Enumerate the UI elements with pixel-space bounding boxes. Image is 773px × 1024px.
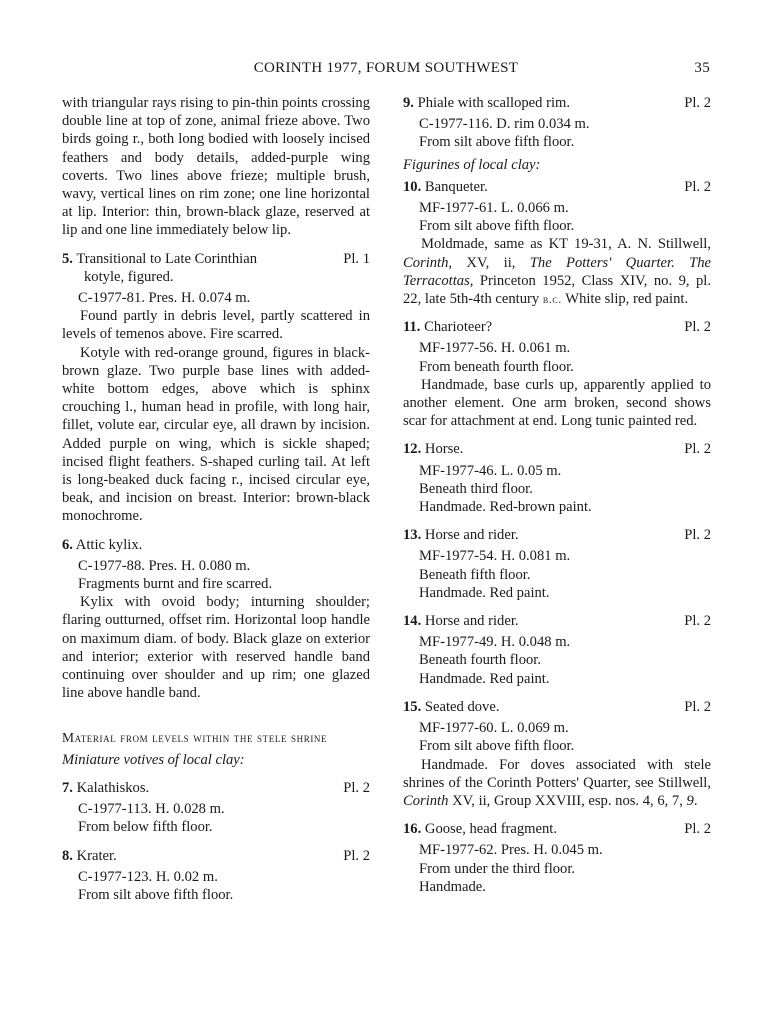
findspot-text: Beneath fourth floor. (419, 652, 541, 669)
entry-number: 7. (62, 779, 73, 796)
catalogue-entry-11 (403, 318, 711, 430)
inventory-line: C-1977-113. H. 0.028 m. (78, 801, 225, 818)
description-text: Kylix with ovoid body; inturning shoulder; flaring outturned, offset rim. Horizontal loop handle on maximum diam. of body. Black glaze on exterior and interior; exterior with reserved handle band continuing over shoulder and up rim; one glazed line above handle band. (62, 594, 370, 702)
entry-title: Krater. (76, 847, 117, 864)
catalogue-entry-16 (403, 820, 711, 896)
findspot-text: Beneath fifth floor. (419, 566, 531, 583)
entry-title: Phiale with scalloped rim. (417, 95, 571, 111)
entry-heading (403, 526, 711, 544)
entry-number: 11. (403, 319, 421, 336)
entry-title: Horse and rider. (424, 613, 519, 630)
entry-number: 9. (403, 95, 414, 111)
plate-reference: Pl. 2 (684, 441, 711, 458)
catalogue-entry-14 (403, 612, 711, 688)
entry-title: Attic kylix. (75, 536, 143, 553)
description-part: Princeton 1952, Class XIV, no. 9, pl. 22, late 5th-4th century (403, 272, 711, 308)
plate-reference: Pl. 2 (343, 779, 370, 796)
entry-title: Banqueter. (424, 178, 488, 195)
entry-title: Goose, head fragment. (424, 821, 558, 838)
entry-heading (403, 820, 711, 838)
plate-reference: Pl. 2 (684, 178, 711, 195)
description-part: . (693, 792, 698, 809)
findspot-text: From silt above fifth floor. (419, 218, 575, 235)
catalogue-entry-7 (62, 779, 370, 837)
era-abbreviation: b.c. (542, 292, 562, 307)
plate-reference: Pl. 2 (684, 698, 711, 715)
plate-reference: Pl. 2 (684, 319, 711, 336)
subsection-heading: Figurines of local clay: (403, 156, 541, 173)
findspot-text: Beneath third floor. (419, 480, 533, 497)
entry-heading (62, 779, 370, 797)
inventory-line: MF-1977-49. H. 0.048 m. (419, 634, 571, 651)
description-part: XV, ii, Group XXVIII, esp. nos. 4, 6, 7, (448, 792, 687, 809)
section-heading: Material from levels within the stele shrine (62, 729, 328, 745)
entry-number: 6. (62, 536, 73, 553)
inventory-line: MF-1977-54. H. 0.081 m. (419, 548, 571, 565)
findspot-text: Found partly in debris level, partly scattered in levels of temenos above. Fire scarred. (62, 308, 370, 343)
entry-title: Charioteer? (424, 319, 493, 336)
entry-number: 10. (403, 178, 422, 195)
right-column (403, 94, 711, 896)
description-text: Kotyle with red-orange ground, figures in black-brown glaze. Two purple base lines with added-white bottom edges, above which is sphinx crouching l., human head in profile, with long hair, fillet, volute ear, circular eye, all drawn by incision. Added purple on wing, which is sickle shaped; incised flight feathers. S-shaped curling tail. At left is long-beaked duck facing r., incised circular eye, beak, and incision on breast. Interior: brown-black monochrome. (62, 344, 370, 525)
citation-series: Corinth (403, 792, 449, 809)
entry-number: 8. (62, 847, 73, 864)
description-text: Handmade, base curls up, apparently applied to another element. One arm broken, second shows scar for attachment at end. Long tunic painted red. (403, 376, 711, 430)
entry-title-continued: kotyle, figured. (84, 268, 174, 285)
citation-series: Corinth, (403, 254, 453, 271)
inventory-line: C-1977-81. Pres. H. 0.074 m. (78, 290, 251, 307)
inventory-line: C-1977-116. D. rim 0.034 m. (419, 116, 590, 133)
subsection-heading: Miniature votives of local clay: (62, 751, 245, 768)
plate-reference: Pl. 2 (343, 847, 370, 864)
inventory-line: MF-1977-62. Pres. H. 0.045 m. (419, 842, 603, 859)
left-column (62, 94, 370, 904)
inventory-line: C-1977-88. Pres. H. 0.080 m. (78, 557, 251, 574)
plate-reference: Pl. 2 (684, 821, 711, 838)
entry-heading (403, 178, 711, 196)
catalogue-entry-8 (62, 847, 370, 905)
description-text: Handmade. Red paint. (419, 584, 550, 601)
catalogue-entry-15 (403, 698, 711, 810)
entry-title: Horse. (424, 441, 464, 458)
inventory-line: MF-1977-60. L. 0.069 m. (419, 720, 569, 737)
description-part: XV, ii, (452, 254, 530, 271)
inventory-line: MF-1977-61. L. 0.066 m. (419, 200, 569, 217)
entry-heading (403, 612, 711, 630)
plate-reference: Pl. 2 (684, 95, 711, 111)
entry-heading (62, 536, 370, 554)
entry-heading (403, 318, 711, 336)
description-text (403, 235, 711, 308)
entry-number: 5. (62, 250, 73, 267)
findspot-text: From beneath fourth floor. (419, 358, 574, 375)
plate-reference: Pl. 2 (684, 613, 711, 630)
entry-heading (62, 847, 370, 865)
catalogue-entry-5 (62, 250, 370, 526)
entry-number: 13. (403, 527, 422, 544)
entry-number: 14. (403, 613, 422, 630)
findspot-text: From silt above fifth floor. (78, 886, 234, 903)
entry-number: 15. (403, 698, 422, 715)
findspot-text: From silt above fifth floor. (419, 134, 575, 151)
plate-reference: Pl. 1 (343, 250, 370, 267)
entry-number: 12. (403, 441, 422, 458)
findspot-text: From under the third floor. (419, 860, 576, 877)
catalogue-entry-13 (403, 526, 711, 602)
running-header (62, 60, 710, 80)
entry-title: Seated dove. (424, 698, 500, 715)
citation-title: The Potters' Quarter. The Terracottas, (403, 254, 711, 289)
findspot-text: From silt above fifth floor. (419, 738, 575, 755)
catalogue-entry-9 (403, 94, 711, 152)
description-part: White slip, red paint. (561, 291, 689, 308)
continuation-paragraph: with triangular rays rising to pin-thin points crossing double line at top of zone, animal frieze above. Two birds going r., both long bodied with loosely incised feathers and body details, added-purple wing coverts. Two lines above frieze; multiple brush, wavy, vertical lines on rim zone; one line horizontal at lip. Interior: thin, brown-black glaze, reserved at lip and one line immediately below lip. (62, 95, 370, 239)
catalogue-entry-10 (403, 178, 711, 308)
description-text: Handmade. (419, 878, 486, 895)
description-text: Handmade. Red paint. (419, 670, 550, 687)
catalogue-entry-12 (403, 440, 711, 516)
entry-heading (403, 440, 711, 458)
entry-title: Transitional to Late Corinthian (76, 250, 257, 267)
description-part: Moldmade, same as KT 19-31, A. N. Stillwell, (421, 236, 711, 253)
page-number: 35 (694, 60, 710, 76)
entry-heading (62, 250, 370, 286)
entry-title: Horse and rider. (424, 527, 519, 544)
entry-title: Kalathiskos. (76, 779, 150, 796)
description-text: Handmade. Red-brown paint. (419, 499, 592, 516)
running-title: CORINTH 1977, FORUM SOUTHWEST (253, 60, 519, 76)
description-text (403, 756, 711, 811)
inventory-line: C-1977-123. H. 0.02 m. (78, 868, 218, 885)
findspot-text: Fragments burnt and fire scarred. (78, 576, 273, 593)
citation-number: 9 (686, 792, 694, 809)
plate-reference: Pl. 2 (684, 527, 711, 544)
entry-heading (403, 698, 711, 716)
inventory-line: MF-1977-56. H. 0.061 m. (419, 340, 571, 357)
entry-number: 16. (403, 821, 422, 838)
inventory-line: MF-1977-46. L. 0.05 m. (419, 462, 562, 479)
entry-heading (403, 94, 711, 112)
findspot-text: From below fifth floor. (78, 819, 213, 836)
description-part: Handmade. For doves associated with stele shrines of the Corinth Potters' Quarter, see Stillwell, (403, 756, 711, 791)
catalogue-entry-6 (62, 536, 370, 703)
